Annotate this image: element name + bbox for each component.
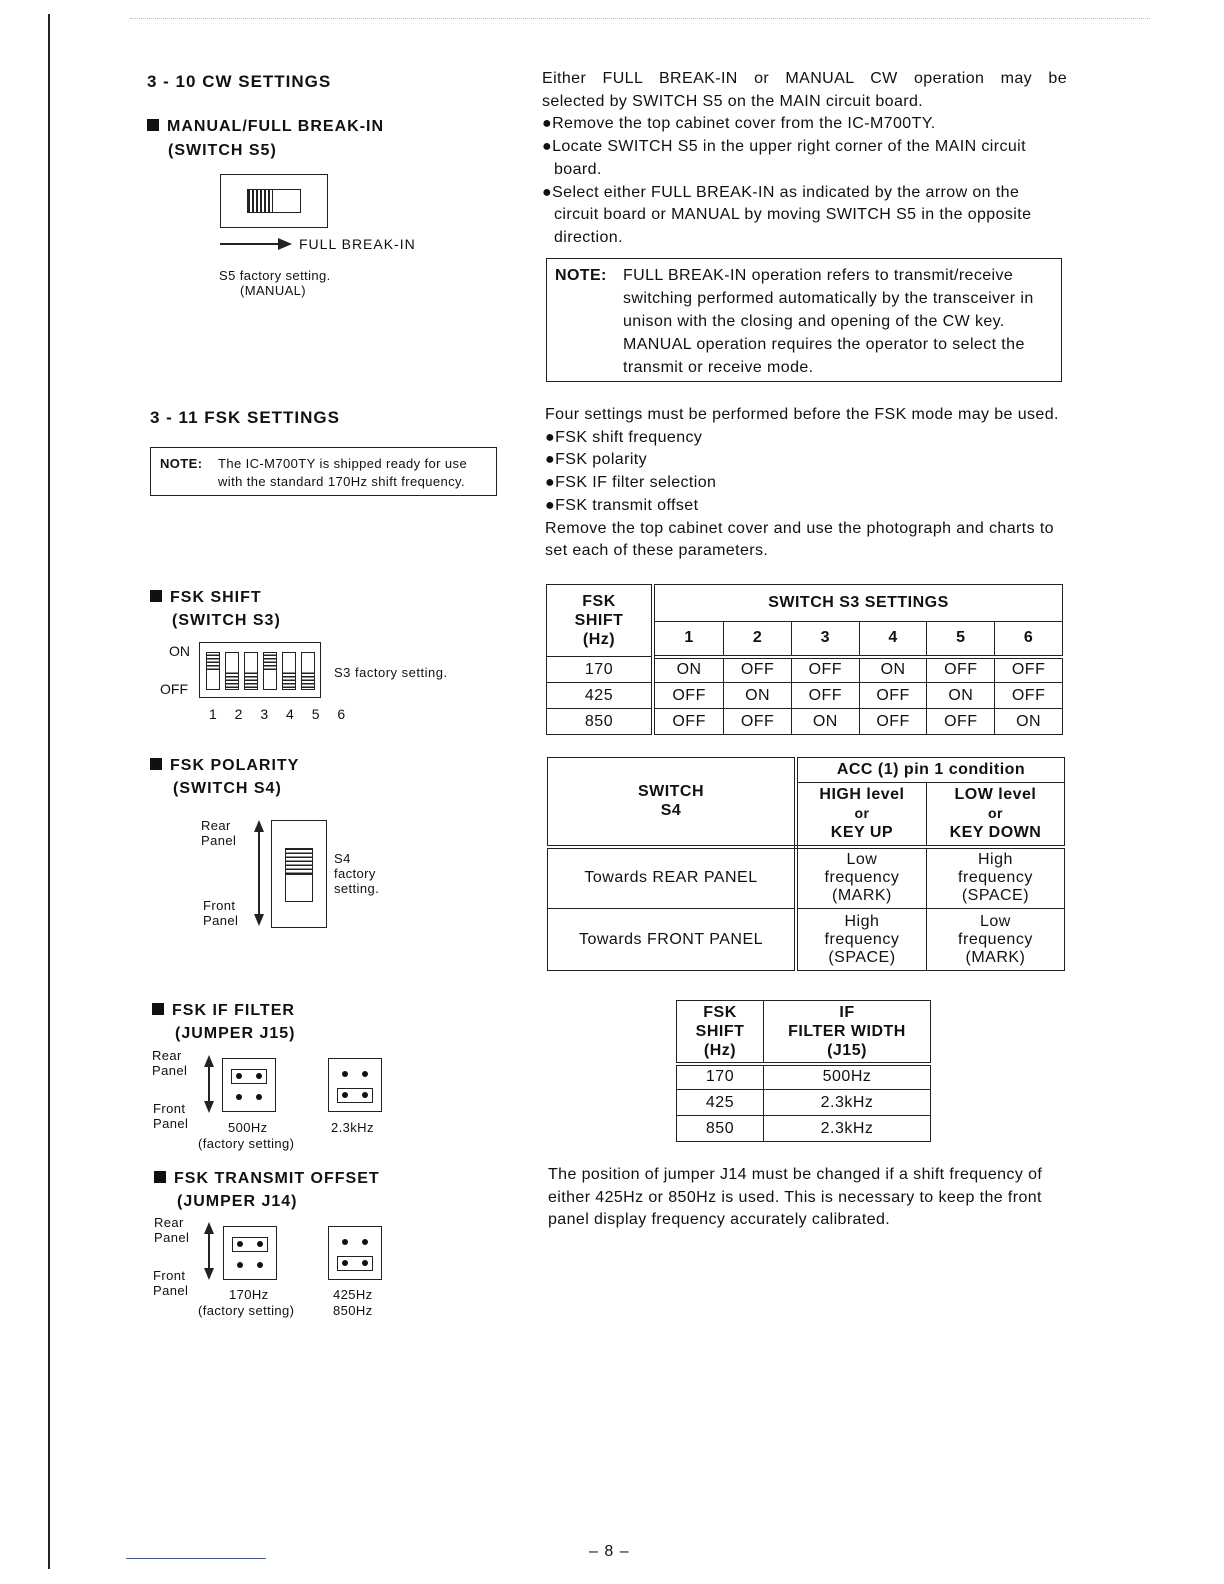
j15-2300-label: 2.3kHz xyxy=(331,1120,374,1135)
s3-switch-3 xyxy=(244,652,258,690)
s4-row-rear: Towards REAR PANEL xyxy=(548,847,797,909)
s3-factory-label: S3 factory setting. xyxy=(334,665,448,680)
square-bullet-icon xyxy=(154,1171,166,1183)
cw-sub-label: MANUAL/FULL BREAK-IN xyxy=(167,118,385,135)
cw-note-line4: MANUAL operation requires the operator to select the xyxy=(623,336,1025,353)
bullet-dot-icon: ● xyxy=(542,115,553,133)
s3-switch-6 xyxy=(301,652,315,690)
table-row xyxy=(547,709,1063,735)
j14-425-label: 425Hz xyxy=(333,1287,373,1302)
s3-cell: OFF xyxy=(653,683,724,709)
s3-col-5: 5 xyxy=(927,622,995,657)
s3-cell: OFF xyxy=(859,709,927,735)
jumper-pin xyxy=(257,1262,263,1268)
s4-factory-setting: setting. xyxy=(334,881,380,896)
square-bullet-icon xyxy=(150,590,162,602)
fsk-item-1: ●FSK shift frequency xyxy=(545,428,703,446)
j14-desc-line3: panel display frequency accurately calibrated. xyxy=(548,1211,891,1229)
jumper-pin xyxy=(256,1094,262,1100)
cw-bullet-2: ●Locate SWITCH S5 in the upper right corner of the MAIN circuit xyxy=(542,138,1026,156)
fsk-item-3: ●FSK IF filter selection xyxy=(545,474,717,492)
cw-intro-line2: selected by SWITCH S5 on the MAIN circuit board. xyxy=(542,92,924,110)
table-row xyxy=(548,909,1065,971)
arrow-down-icon xyxy=(204,1268,214,1280)
s3-cell: OFF xyxy=(724,657,792,683)
fsk-note-line2: with the standard 170Hz shift frequency. xyxy=(218,474,465,489)
jumper-pin xyxy=(342,1092,348,1098)
s5-factory-setting: S5 factory setting. xyxy=(219,268,331,283)
s5-factory-manual: (MANUAL) xyxy=(240,283,307,298)
s3-cell: OFF xyxy=(995,657,1063,683)
square-bullet-icon xyxy=(152,1003,164,1015)
s3-header-fsk-shift: FSK SHIFT (Hz) xyxy=(547,585,654,657)
j14-arrow-shaft xyxy=(208,1232,210,1268)
jumper-pin xyxy=(342,1239,348,1245)
s3-off-label: OFF xyxy=(160,681,188,697)
jumper-pin xyxy=(342,1071,348,1077)
j14-desc-line2: either 425Hz or 850Hz is used. This is necessary to keep the front xyxy=(548,1188,1042,1206)
cw-bullet-3-cont2: direction. xyxy=(554,228,623,246)
cw-note-label: NOTE: xyxy=(555,267,607,284)
j15-arrow-shaft xyxy=(208,1065,210,1101)
j14-factory-setting: (factory setting) xyxy=(198,1303,295,1318)
table-row xyxy=(677,1090,931,1116)
s4-factory-s4: S4 xyxy=(334,851,351,866)
fsk-intro-line: Four settings must be performed before the FSK mode may be used. xyxy=(545,406,1059,423)
cw-bullet-3-cont1: circuit board or MANUAL by moving SWITCH S5 in the opposite xyxy=(554,206,1032,224)
s4-header-switch: SWITCH S4 xyxy=(548,758,797,847)
fsk-note-label: NOTE: xyxy=(160,456,203,471)
fsk-item-4: ●FSK transmit offset xyxy=(545,496,699,514)
arrow-right-icon xyxy=(278,238,292,250)
cw-note-line5: transmit or receive mode. xyxy=(623,359,814,376)
s3-switch-5 xyxy=(282,652,296,690)
cw-bullet-1: ●Remove the top cabinet cover from the IC-M700TY. xyxy=(542,115,936,133)
jumper-pin xyxy=(342,1260,348,1266)
s3-cell: OFF xyxy=(791,683,859,709)
s3-settings-table xyxy=(546,584,1063,735)
fsk-note-box xyxy=(150,447,497,496)
s3-cell: ON xyxy=(653,657,724,683)
jumper-pin xyxy=(362,1092,368,1098)
s3-row-shift: 425 xyxy=(547,683,654,709)
j15-header-filter-width: IF FILTER WIDTH (J15) xyxy=(764,1001,931,1064)
bullet-dot-icon: ● xyxy=(542,183,553,201)
j14-front-panel-label: Panel xyxy=(153,1283,189,1298)
cw-section-title: 3 - 10 CW SETTINGS xyxy=(147,72,332,91)
bullet-dot-icon: ● xyxy=(542,138,553,156)
cw-note-line1: FULL BREAK-IN operation refers to transmit/receive xyxy=(623,267,1014,284)
s3-col-1: 1 xyxy=(653,622,724,657)
s3-col-3: 3 xyxy=(791,622,859,657)
j14-description xyxy=(548,1164,1070,1232)
fsk-note-line1: The IC-M700TY is shipped ready for use xyxy=(218,456,468,471)
fsk-offset-heading: FSK TRANSMIT OFFSET xyxy=(154,1167,380,1190)
fsk-shift-heading: FSK SHIFT xyxy=(150,586,262,609)
s4-header-high: HIGH level or KEY UP xyxy=(796,783,926,847)
jumper-pin xyxy=(256,1073,262,1079)
jumper-pin xyxy=(257,1241,263,1247)
table-row xyxy=(547,657,1063,683)
cw-note-line2: switching performed automatically by the transceiver in xyxy=(623,290,1034,307)
fsk-remove-line2: set each of these parameters. xyxy=(545,542,769,560)
j15-rear-label: Rear xyxy=(152,1048,182,1063)
s4-front-high: High frequency (SPACE) xyxy=(796,909,926,971)
s3-cell: OFF xyxy=(859,683,927,709)
jumper-pin xyxy=(237,1262,243,1268)
j14-front-label: Front xyxy=(153,1268,186,1283)
fsk-polarity-heading: FSK POLARITY xyxy=(150,754,299,777)
jumper-pin xyxy=(237,1241,243,1247)
j15-jumper-2300 xyxy=(328,1058,382,1112)
s3-switch-2 xyxy=(225,652,239,690)
s3-cell: ON xyxy=(859,657,927,683)
j15-factory-setting: (factory setting) xyxy=(198,1136,295,1151)
arrow-down-icon xyxy=(254,914,264,926)
s3-cell: OFF xyxy=(995,683,1063,709)
j15-front-label: Front xyxy=(153,1101,186,1116)
s4-front-label: Front xyxy=(203,898,236,913)
table-row xyxy=(548,847,1065,909)
table-row xyxy=(677,1064,931,1090)
bullet-dot-icon: ● xyxy=(545,496,556,514)
fsk-iffilter-jumper: (JUMPER J15) xyxy=(175,1025,296,1042)
s4-front-panel-label: Panel xyxy=(203,913,239,928)
s3-col-4: 4 xyxy=(859,622,927,657)
full-breakin-label: FULL BREAK-IN xyxy=(299,236,416,252)
j15-header-fsk-shift: FSK SHIFT (Hz) xyxy=(677,1001,764,1064)
top-border xyxy=(130,18,1150,19)
cw-switch-label: (SWITCH S5) xyxy=(168,142,277,159)
s3-header-settings: SWITCH S3 SETTINGS xyxy=(653,585,1063,622)
square-bullet-icon xyxy=(147,119,159,131)
j15-row-shift: 850 xyxy=(677,1116,764,1142)
j15-row-shift: 170 xyxy=(677,1064,764,1090)
j15-row-width: 2.3kHz xyxy=(764,1116,931,1142)
bullet-dot-icon: ● xyxy=(545,451,556,469)
fsk-shift-switch: (SWITCH S3) xyxy=(172,612,281,629)
footer-rule xyxy=(126,1558,266,1559)
s3-cell: ON xyxy=(927,683,995,709)
s4-rear-label: Rear xyxy=(201,818,231,833)
s3-col-2: 2 xyxy=(724,622,792,657)
fsk-intro xyxy=(545,404,1070,563)
s3-switch-4 xyxy=(263,652,277,690)
s4-knob xyxy=(286,849,312,875)
j14-850-label: 850Hz xyxy=(333,1303,373,1318)
s3-col-6: 6 xyxy=(995,622,1063,657)
s5-switch-diagram xyxy=(220,174,328,228)
s3-cell: ON xyxy=(791,709,859,735)
bullet-dot-icon: ● xyxy=(545,474,556,492)
s3-cell: ON xyxy=(995,709,1063,735)
jumper-pin xyxy=(236,1073,242,1079)
fsk-remove-line1: Remove the top cabinet cover and use the photograph and charts to xyxy=(545,519,1054,537)
s4-switch-diagram xyxy=(271,820,327,928)
cw-note-line3: unison with the closing and opening of the CW key. xyxy=(623,313,1005,330)
s4-header-acc: ACC (1) pin 1 condition xyxy=(796,758,1065,783)
s3-row-shift: 850 xyxy=(547,709,654,735)
jumper-pin xyxy=(362,1239,368,1245)
table-row xyxy=(677,1116,931,1142)
j15-rear-panel-label: Panel xyxy=(152,1063,188,1078)
arrow-down-icon xyxy=(204,1101,214,1113)
page-number: – 8 – xyxy=(589,1543,630,1560)
s4-slot xyxy=(285,848,313,902)
fsk-offset-jumper: (JUMPER J14) xyxy=(177,1193,298,1210)
jumper-pin xyxy=(362,1260,368,1266)
s3-cell: OFF xyxy=(927,709,995,735)
fsk-iffilter-heading: FSK IF FILTER xyxy=(152,999,295,1022)
j14-170-label: 170Hz xyxy=(229,1287,269,1302)
cw-intro-line1: Either FULL BREAK-IN or MANUAL CW operation may be xyxy=(542,70,1067,87)
s4-front-low: Low frequency (MARK) xyxy=(926,909,1064,971)
bullet-dot-icon: ● xyxy=(545,428,556,446)
cw-intro xyxy=(542,68,1067,250)
s4-rear-high: Low frequency (MARK) xyxy=(796,847,926,909)
square-bullet-icon xyxy=(150,758,162,770)
s3-cell: OFF xyxy=(791,657,859,683)
s3-row-shift: 170 xyxy=(547,657,654,683)
fsk-polarity-switch: (SWITCH S4) xyxy=(173,780,282,797)
cw-note-box xyxy=(546,258,1062,382)
j15-filter-table xyxy=(676,1000,931,1142)
fsk-item-2: ●FSK polarity xyxy=(545,451,648,469)
cw-bullet-3: ●Select either FULL BREAK-IN as indicated by the arrow on the xyxy=(542,183,1020,201)
s3-dip-switch xyxy=(199,642,321,698)
cw-bullet-2-cont: board. xyxy=(554,160,602,178)
s4-factory-factory: factory xyxy=(334,866,376,881)
j15-row-width: 2.3kHz xyxy=(764,1090,931,1116)
j14-rear-panel-label: Panel xyxy=(154,1230,190,1245)
s4-rear-panel-label: Panel xyxy=(201,833,237,848)
s4-polarity-table xyxy=(547,757,1065,971)
s3-cell: OFF xyxy=(653,709,724,735)
j14-rear-label: Rear xyxy=(154,1215,184,1230)
s3-switch-numbers: 1 2 3 4 5 6 xyxy=(209,706,353,722)
table-row xyxy=(547,683,1063,709)
s4-row-front: Towards FRONT PANEL xyxy=(548,909,797,971)
s3-cell: OFF xyxy=(724,709,792,735)
s3-switch-1 xyxy=(206,652,220,690)
fsk-section-title: 3 - 11 FSK SETTINGS xyxy=(150,408,340,427)
j15-front-panel-label: Panel xyxy=(153,1116,189,1131)
jumper-pin xyxy=(362,1071,368,1077)
j15-jumper-500 xyxy=(222,1058,276,1112)
s4-arrow-shaft xyxy=(258,830,260,916)
j15-row-shift: 425 xyxy=(677,1090,764,1116)
s4-header-low: LOW level or KEY DOWN xyxy=(926,783,1064,847)
s5-knob xyxy=(248,190,273,212)
jumper-pin xyxy=(236,1094,242,1100)
s3-on-label: ON xyxy=(169,643,190,659)
j15-row-width: 500Hz xyxy=(764,1064,931,1090)
j14-jumper-425-850 xyxy=(328,1226,382,1280)
j14-desc-line1: The position of jumper J14 must be changed if a shift frequency of xyxy=(548,1166,1043,1183)
left-binding-line xyxy=(48,14,50,1569)
s4-rear-low: High frequency (SPACE) xyxy=(926,847,1064,909)
s3-cell: OFF xyxy=(927,657,995,683)
j14-jumper-170 xyxy=(223,1226,277,1280)
s3-cell: ON xyxy=(724,683,792,709)
cw-subheading xyxy=(147,115,384,138)
s5-slot xyxy=(247,189,301,213)
j15-500-label: 500Hz xyxy=(228,1120,268,1135)
